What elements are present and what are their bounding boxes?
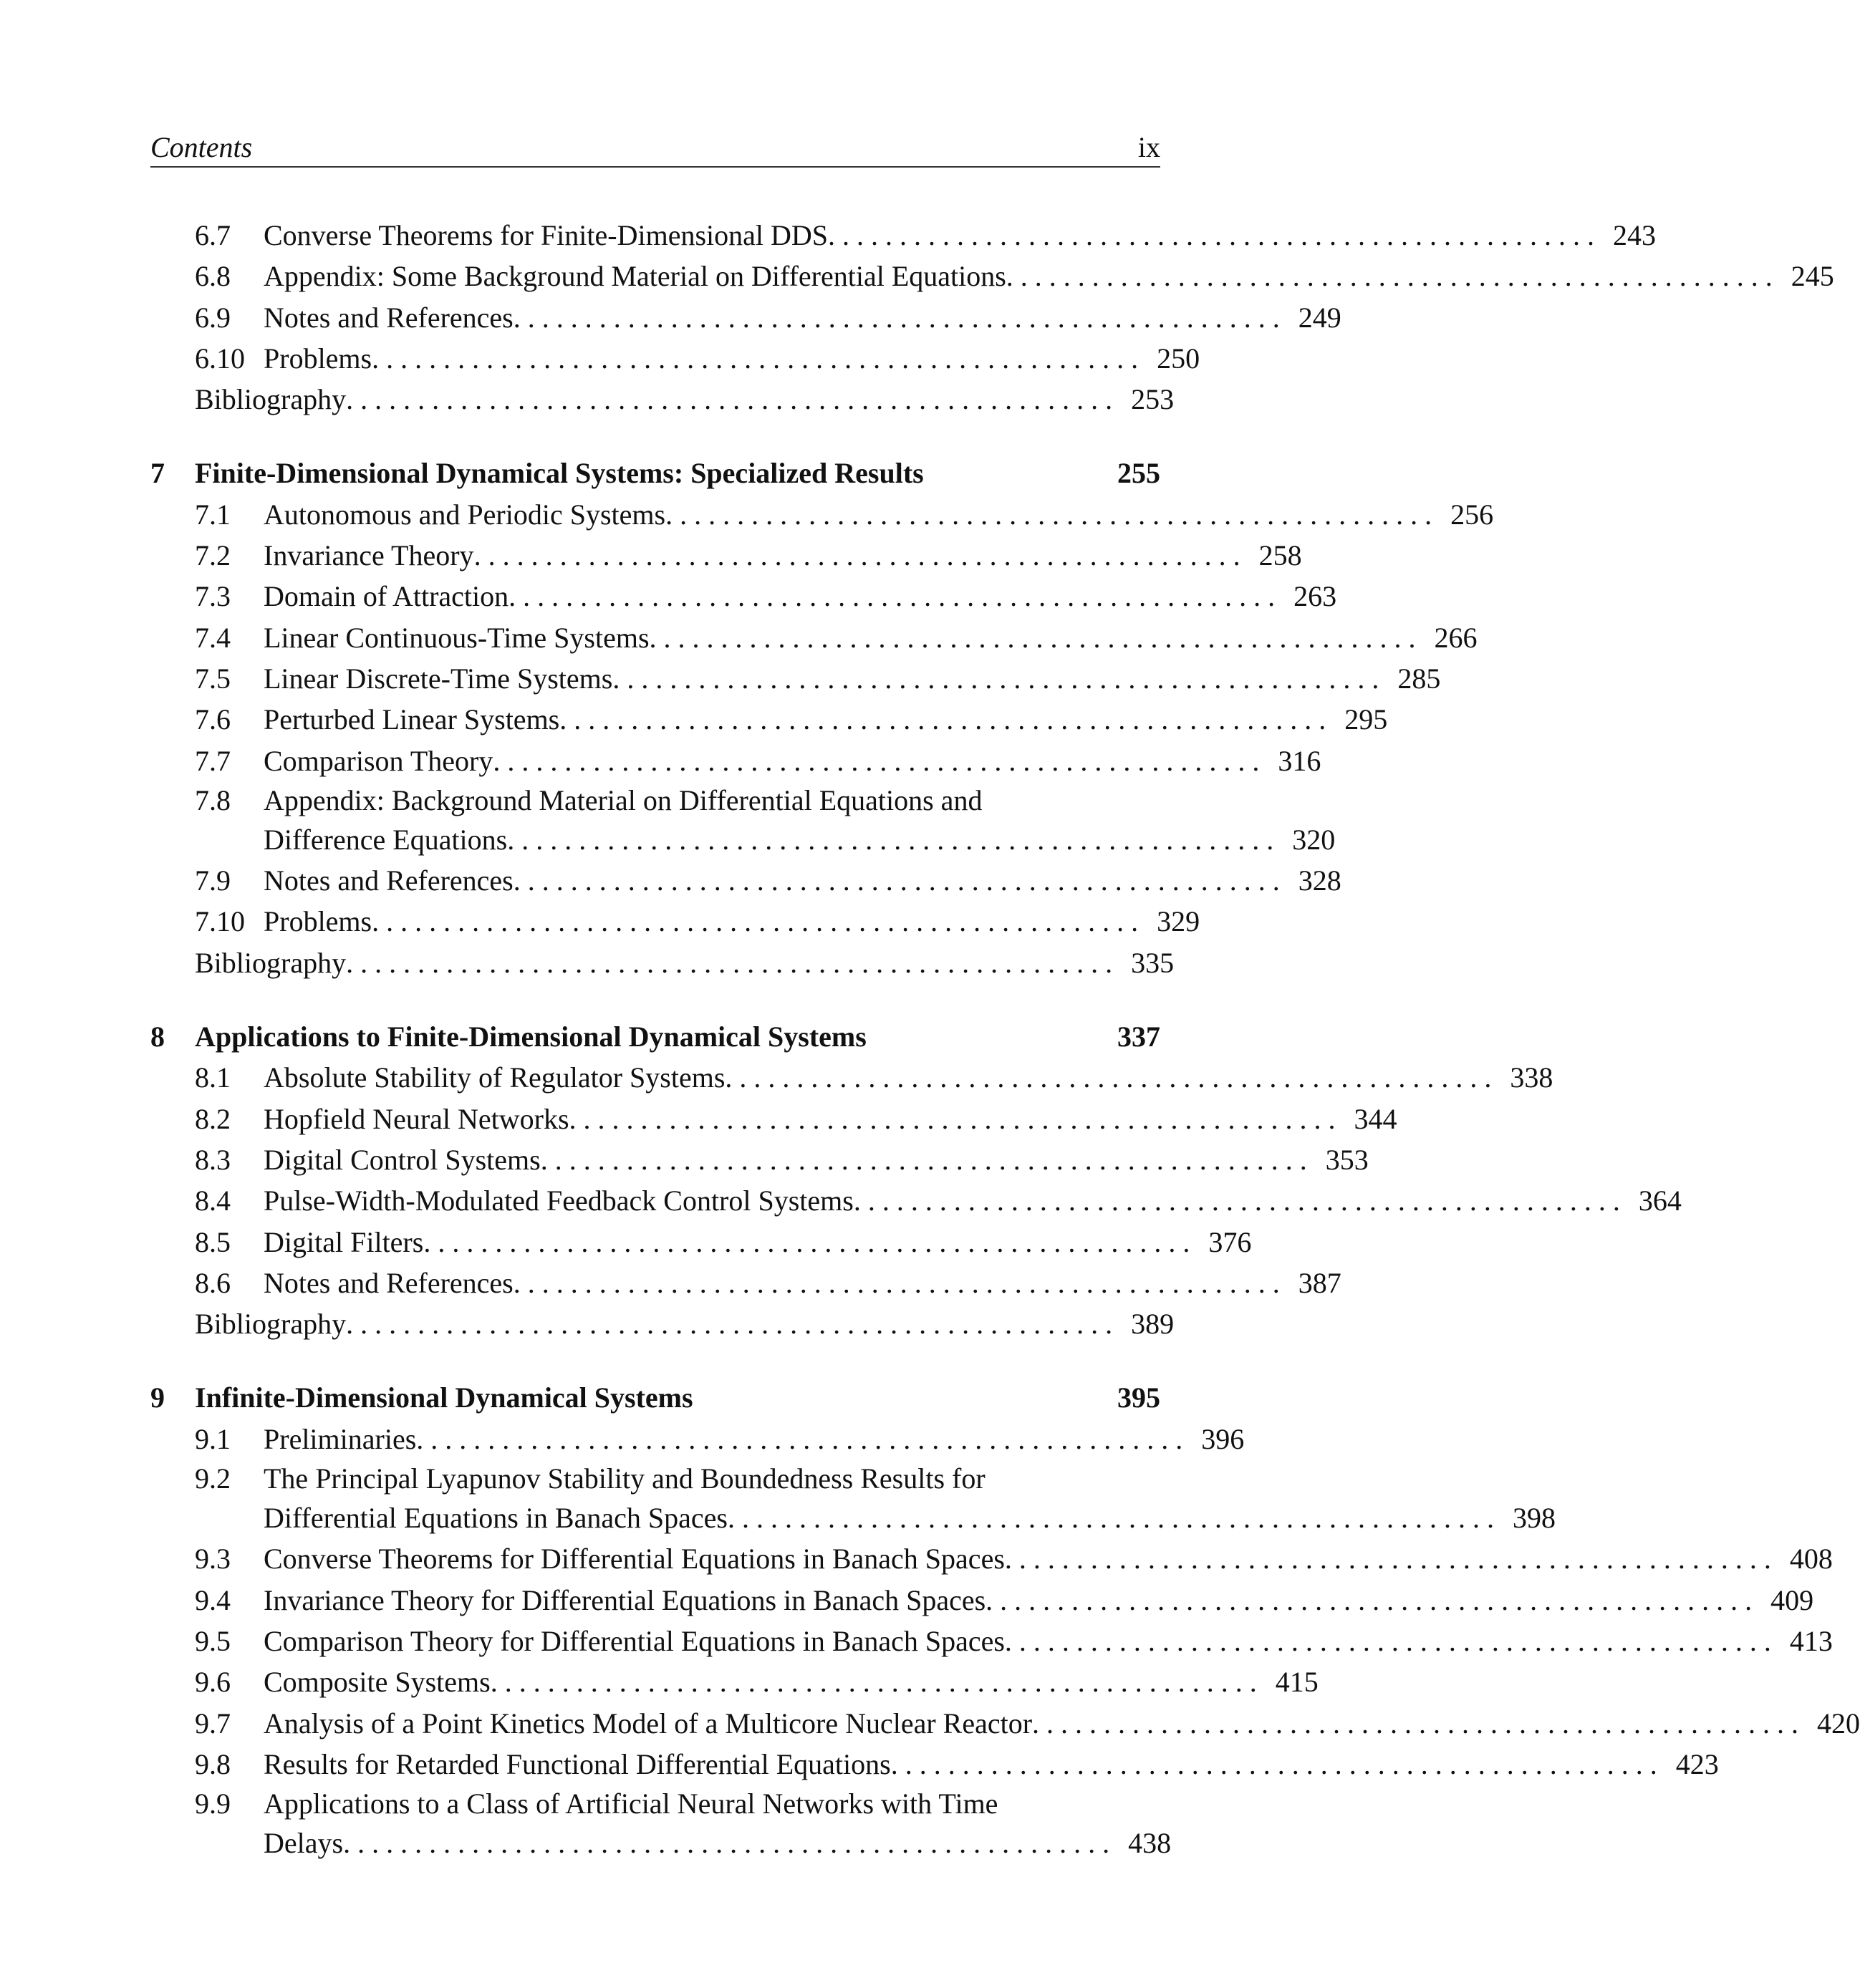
- entry-number: 7.8: [195, 783, 231, 816]
- toc-entry: [150, 617, 1478, 658]
- entry-page: 329: [1157, 905, 1200, 938]
- entry-title: Absolute Stability of Regulator Systems: [264, 1061, 726, 1094]
- toc-entry: [150, 535, 1302, 576]
- leader-dots: . . . . . . . . . . . . . . . . . . . . . . . . . . . . . . . . . . . . . . . . . . . . . . . . . . . . . .: [372, 905, 1139, 938]
- leader-row: [150, 1263, 1341, 1303]
- leader-row: [150, 1180, 1682, 1221]
- toc-entry: [150, 1222, 1252, 1263]
- leader-row: [150, 1099, 1397, 1139]
- entry-title: Invariance Theory for Differential Equations in Banach Spaces: [264, 1583, 986, 1616]
- leader-row: [150, 1703, 1860, 1744]
- leader-dots: . . . . . . . . . . . . . . . . . . . . . . . . . . . . . . . . . . . . . . . . . . . . . . . . . . . . . .: [540, 1143, 1307, 1176]
- leader-dots: . . . . . . . . . . . . . . . . . . . . . . . . . . . . . . . . . . . . . . . . . . . . . . . . . . . . . .: [986, 1583, 1753, 1616]
- entry-page: 285: [1397, 662, 1441, 695]
- entry-title: Notes and References: [264, 1266, 514, 1299]
- toc-entry: [150, 1057, 1553, 1098]
- bibliography-entry: [150, 942, 1175, 983]
- leader-dots: . . . . . . . . . . . . . . . . . . . . . . . . . . . . . . . . . . . . . . . . . . . . . . . . . . . . . .: [490, 1666, 1257, 1699]
- entry-page: 376: [1208, 1225, 1252, 1258]
- chapter-title: Finite-Dimensional Dynamical Systems: Specialized Results: [195, 457, 924, 490]
- entry-title: Converse Theorems for Finite-Dimensional DDS: [264, 219, 829, 251]
- leader-dots: . . . . . . . . . . . . . . . . . . . . . . . . . . . . . . . . . . . . . . . . . . . . . . . . . . . . . .: [346, 383, 1113, 416]
- leader-row: [150, 1139, 1369, 1180]
- entry-page: 253: [1131, 383, 1175, 416]
- leader-row: [150, 1823, 1172, 1863]
- chapter-heading: [150, 1377, 1160, 1418]
- leader-row: [150, 740, 1321, 781]
- entry-number: 7.5: [195, 662, 231, 695]
- leader-dots: . . . . . . . . . . . . . . . . . . . . . . . . . . . . . . . . . . . . . . . . . . . . . . . . . . . . . .: [828, 219, 1595, 251]
- toc-entry: [150, 256, 1834, 296]
- entry-title: Differential Equations in Banach Spaces: [264, 1502, 728, 1535]
- leader-row: [150, 297, 1341, 338]
- leader-row: [150, 1538, 1833, 1579]
- entry-page: 338: [1510, 1061, 1553, 1094]
- leader-dots: . . . . . . . . . . . . . . . . . . . . . . . . . . . . . . . . . . . . . . . . . . . . . . . . . . . . . .: [890, 1747, 1657, 1780]
- entry-title: Problems: [264, 342, 372, 375]
- leader-dots: . . . . . . . . . . . . . . . . . . . . . . . . . . . . . . . . . . . . . . . . . . . . . . . . . . . . . .: [513, 864, 1280, 897]
- leader-dots: . . . . . . . . . . . . . . . . . . . . . . . . . . . . . . . . . . . . . . . . . . . . . . . . . . . . . .: [513, 1266, 1280, 1299]
- chapter-page: 395: [1117, 1381, 1160, 1414]
- toc-entry: [150, 1538, 1833, 1579]
- entry-page: 316: [1278, 744, 1321, 777]
- entry-title: Pulse-Width-Modulated Feedback Control Systems: [264, 1184, 854, 1217]
- toc-entry: [150, 494, 1494, 535]
- toc-entry: [150, 1099, 1397, 1139]
- leader-row: [150, 535, 1302, 576]
- entry-page: 250: [1157, 342, 1200, 375]
- leader-dots: . . . . . . . . . . . . . . . . . . . . . . . . . . . . . . . . . . . . . . . . . . . . . . . . . . . . . .: [649, 621, 1416, 654]
- leader-row: [150, 658, 1441, 699]
- entry-page: 258: [1258, 539, 1302, 572]
- entry-number: 9.4: [195, 1583, 231, 1616]
- entry-number: 9.8: [195, 1747, 231, 1780]
- entry-number: 8.4: [195, 1184, 231, 1217]
- toc-entry: [150, 1263, 1341, 1303]
- leader-dots: . . . . . . . . . . . . . . . . . . . . . . . . . . . . . . . . . . . . . . . . . . . . . . . . . . . . . .: [665, 498, 1432, 531]
- chapter-number: 9: [150, 1381, 165, 1414]
- entry-title: Autonomous and Periodic Systems: [264, 498, 666, 531]
- entry-title: Digital Filters: [264, 1225, 424, 1258]
- toc-entry: [150, 338, 1200, 379]
- entry-number: 8.3: [195, 1143, 231, 1176]
- entry-page: 408: [1789, 1543, 1833, 1576]
- entry-title: Perturbed Linear Systems: [264, 703, 560, 736]
- leader-row: [150, 1057, 1553, 1098]
- leader-dots: . . . . . . . . . . . . . . . . . . . . . . . . . . . . . . . . . . . . . . . . . . . . . . . . . . . . . .: [346, 946, 1113, 979]
- leader-dots: . . . . . . . . . . . . . . . . . . . . . . . . . . . . . . . . . . . . . . . . . . . . . . . . . . . . . .: [473, 539, 1240, 572]
- entry-title: Appendix: Background Material on Differential Equations and: [264, 783, 983, 816]
- entry-number: 8.6: [195, 1266, 231, 1299]
- leader-dots: . . . . . . . . . . . . . . . . . . . . . . . . . . . . . . . . . . . . . . . . . . . . . . . . . . . . . .: [493, 744, 1260, 777]
- entry-number: 9.3: [195, 1543, 231, 1576]
- leader-dots: . . . . . . . . . . . . . . . . . . . . . . . . . . . . . . . . . . . . . . . . . . . . . . . . . . . . . .: [725, 1061, 1492, 1094]
- leader-row: [150, 1497, 1556, 1538]
- table-of-contents: [150, 215, 1860, 1863]
- leader-row: [150, 1580, 1814, 1621]
- entry-page: 266: [1434, 621, 1478, 654]
- entry-page: 409: [1770, 1583, 1814, 1616]
- entry-number: 9.9: [195, 1787, 231, 1820]
- entry-number: 7.6: [195, 703, 231, 736]
- toc-entry: [150, 297, 1341, 338]
- entry-title: Analysis of a Point Kinetics Model of a Multicore Nuclear Reactor: [264, 1707, 1033, 1740]
- entry-number: 7.3: [195, 580, 231, 613]
- entry-page: 249: [1298, 301, 1341, 334]
- chapter-page: 255: [1117, 457, 1160, 490]
- entry-page: 420: [1817, 1707, 1860, 1740]
- leader-row: [150, 860, 1341, 901]
- entry-title: Appendix: Some Background Material on Differential Equations: [264, 260, 1006, 293]
- entry-title: Digital Control Systems: [264, 1143, 541, 1176]
- leader-row: [150, 699, 1388, 740]
- leader-dots: . . . . . . . . . . . . . . . . . . . . . . . . . . . . . . . . . . . . . . . . . . . . . . . . . . . . . .: [423, 1225, 1190, 1258]
- entry-page: 423: [1675, 1747, 1719, 1780]
- entry-title: Results for Retarded Functional Differential Equations: [264, 1747, 891, 1780]
- leader-dots: . . . . . . . . . . . . . . . . . . . . . . . . . . . . . . . . . . . . . . . . . . . . . . . . . . . . . .: [372, 342, 1139, 375]
- entry-title: Delays: [264, 1827, 344, 1860]
- leader-row: [150, 1303, 1175, 1344]
- entry-page: 413: [1789, 1624, 1833, 1657]
- entry-page: 353: [1325, 1143, 1369, 1176]
- toc-entry: [150, 740, 1321, 781]
- leader-dots: . . . . . . . . . . . . . . . . . . . . . . . . . . . . . . . . . . . . . . . . . . . . . . . . . . . . . .: [509, 580, 1276, 613]
- leader-dots: . . . . . . . . . . . . . . . . . . . . . . . . . . . . . . . . . . . . . . . . . . . . . . . . . . . . . .: [346, 1308, 1113, 1341]
- entry-title: The Principal Lyapunov Stability and Boundedness Results for: [264, 1462, 986, 1495]
- chapter-title: Applications to Finite-Dimensional Dynamical Systems: [195, 1020, 867, 1053]
- toc-entry: [150, 1580, 1814, 1621]
- toc-entry: [150, 1621, 1833, 1661]
- chapter-heading: [150, 1016, 1160, 1057]
- leader-row: [150, 338, 1200, 379]
- leader-row: [150, 215, 1657, 256]
- entry-number: 9.5: [195, 1624, 231, 1657]
- toc-entry: [150, 576, 1337, 617]
- leader-row: [150, 379, 1175, 420]
- entry-title: Applications to a Class of Artificial Neural Networks with Time: [264, 1787, 998, 1820]
- chapter-number: 7: [150, 457, 165, 490]
- toc-entry: [150, 1419, 1245, 1459]
- entry-title: Invariance Theory: [264, 539, 474, 572]
- toc-entry: [150, 860, 1341, 901]
- toc-entry: [150, 901, 1200, 942]
- entry-title: Problems: [264, 905, 372, 938]
- entry-title: Converse Theorems for Differential Equations in Banach Spaces: [264, 1543, 1005, 1576]
- entry-number: 8.5: [195, 1225, 231, 1258]
- entry-title: Domain of Attraction: [264, 580, 509, 613]
- leader-row: [150, 1419, 1245, 1459]
- entry-page: 398: [1512, 1502, 1556, 1535]
- leader-row: [150, 819, 1336, 860]
- bibliography-entry: [150, 1303, 1175, 1344]
- leader-row: [150, 576, 1337, 617]
- leader-dots: . . . . . . . . . . . . . . . . . . . . . . . . . . . . . . . . . . . . . . . . . . . . . . . . . . . . . .: [612, 662, 1379, 695]
- entry-number: 8.2: [195, 1102, 231, 1135]
- toc-entry: [150, 1703, 1860, 1744]
- toc-entry: [150, 1180, 1682, 1221]
- running-title: Contents: [150, 131, 253, 163]
- entry-title: Difference Equations: [264, 823, 508, 856]
- leader-row: [150, 1222, 1252, 1263]
- entry-number: 8.1: [195, 1061, 231, 1094]
- entry-page: 245: [1791, 260, 1834, 293]
- entry-number: 9.6: [195, 1666, 231, 1699]
- entry-title: Notes and References: [264, 301, 514, 334]
- entry-title: Bibliography: [195, 946, 347, 979]
- leader-row: [150, 494, 1494, 535]
- chapter-number: 8: [150, 1020, 165, 1053]
- toc-entry: [150, 215, 1657, 256]
- toc-entry: [150, 781, 1160, 819]
- entry-page: 387: [1298, 1266, 1341, 1299]
- entry-page: 335: [1131, 946, 1175, 979]
- entry-page: 344: [1354, 1102, 1397, 1135]
- leader-row: [150, 256, 1834, 296]
- entry-number: 7.1: [195, 498, 231, 531]
- entry-page: 389: [1131, 1308, 1175, 1341]
- entry-title: Composite Systems: [264, 1666, 491, 1699]
- entry-page: 328: [1298, 864, 1341, 897]
- leader-dots: . . . . . . . . . . . . . . . . . . . . . . . . . . . . . . . . . . . . . . . . . . . . . . . . . . . . . .: [507, 823, 1274, 856]
- leader-row: [150, 617, 1478, 658]
- entry-number: 7.2: [195, 539, 231, 572]
- leader-dots: . . . . . . . . . . . . . . . . . . . . . . . . . . . . . . . . . . . . . . . . . . . . . . . . . . . . . .: [513, 301, 1280, 334]
- entry-number: 9.2: [195, 1462, 231, 1495]
- entry-page: 320: [1292, 823, 1336, 856]
- entry-number: 7.10: [195, 905, 245, 938]
- entry-page: 295: [1344, 703, 1388, 736]
- entry-number: 7.9: [195, 864, 231, 897]
- entry-page: 243: [1613, 219, 1657, 251]
- leader-dots: . . . . . . . . . . . . . . . . . . . . . . . . . . . . . . . . . . . . . . . . . . . . . . . . . . . . . .: [1032, 1707, 1799, 1740]
- leader-dots: . . . . . . . . . . . . . . . . . . . . . . . . . . . . . . . . . . . . . . . . . . . . . . . . . . . . . .: [727, 1502, 1494, 1535]
- leader-row: [150, 1661, 1319, 1702]
- entry-number: 6.7: [195, 219, 231, 251]
- entry-title: Bibliography: [195, 1308, 347, 1341]
- leader-dots: . . . . . . . . . . . . . . . . . . . . . . . . . . . . . . . . . . . . . . . . . . . . . . . . . . . . . .: [853, 1184, 1620, 1217]
- entry-page: 256: [1450, 498, 1494, 531]
- leader-dots: . . . . . . . . . . . . . . . . . . . . . . . . . . . . . . . . . . . . . . . . . . . . . . . . . . . . . .: [1006, 260, 1773, 293]
- toc-entry: [150, 1744, 1719, 1785]
- entry-number: 9.7: [195, 1707, 231, 1740]
- leader-row: [150, 901, 1200, 942]
- entry-title: Hopfield Neural Networks: [264, 1102, 569, 1135]
- toc-entry: [150, 1661, 1319, 1702]
- entry-number: 7.4: [195, 621, 231, 654]
- entry-title: Bibliography: [195, 383, 347, 416]
- entry-page: 438: [1128, 1827, 1172, 1860]
- leader-row: [150, 942, 1175, 983]
- toc-entry: [150, 699, 1388, 740]
- leader-dots: . . . . . . . . . . . . . . . . . . . . . . . . . . . . . . . . . . . . . . . . . . . . . . . . . . . . . .: [1004, 1624, 1771, 1657]
- leader-dots: . . . . . . . . . . . . . . . . . . . . . . . . . . . . . . . . . . . . . . . . . . . . . . . . . . . . . .: [416, 1422, 1183, 1455]
- toc-entry: [150, 1139, 1369, 1180]
- running-header: [150, 129, 1160, 168]
- entry-number: 6.10: [195, 342, 245, 375]
- leader-dots: . . . . . . . . . . . . . . . . . . . . . . . . . . . . . . . . . . . . . . . . . . . . . . . . . . . . . .: [569, 1102, 1336, 1135]
- entry-page: 396: [1201, 1422, 1245, 1455]
- chapter-heading: [150, 453, 1160, 493]
- entry-title: Linear Discrete-Time Systems: [264, 662, 613, 695]
- entry-number: 6.8: [195, 260, 231, 293]
- entry-title: Comparison Theory: [264, 744, 493, 777]
- leader-row: [150, 1621, 1833, 1661]
- page-number: ix: [1137, 131, 1160, 163]
- bibliography-entry: [150, 379, 1175, 420]
- leader-dots: . . . . . . . . . . . . . . . . . . . . . . . . . . . . . . . . . . . . . . . . . . . . . . . . . . . . . .: [343, 1827, 1110, 1860]
- entry-page: 364: [1638, 1184, 1682, 1217]
- leader-dots: . . . . . . . . . . . . . . . . . . . . . . . . . . . . . . . . . . . . . . . . . . . . . . . . . . . . . .: [1004, 1543, 1771, 1576]
- entry-number: 6.9: [195, 301, 231, 334]
- entry-page: 415: [1275, 1666, 1319, 1699]
- chapter-title: Infinite-Dimensional Dynamical Systems: [195, 1381, 693, 1414]
- toc-entry: [150, 658, 1441, 699]
- toc-entry: [150, 1459, 1160, 1497]
- leader-dots: . . . . . . . . . . . . . . . . . . . . . . . . . . . . . . . . . . . . . . . . . . . . . . . . . . . . . .: [559, 703, 1326, 736]
- chapter-page: 337: [1117, 1020, 1160, 1053]
- entry-title: Linear Continuous-Time Systems: [264, 621, 650, 654]
- entry-title: Comparison Theory for Differential Equations in Banach Spaces: [264, 1624, 1005, 1657]
- entry-number: 9.1: [195, 1422, 231, 1455]
- toc-entry-continuation: [150, 1823, 1172, 1863]
- entry-page: 263: [1293, 580, 1337, 613]
- entry-number: 7.7: [195, 744, 231, 777]
- entry-title: Notes and References: [264, 864, 514, 897]
- leader-row: [150, 1744, 1719, 1785]
- toc-entry-continuation: [150, 1497, 1556, 1538]
- toc-entry: [150, 1785, 1160, 1823]
- toc-entry-continuation: [150, 819, 1336, 860]
- entry-title: Preliminaries: [264, 1422, 417, 1455]
